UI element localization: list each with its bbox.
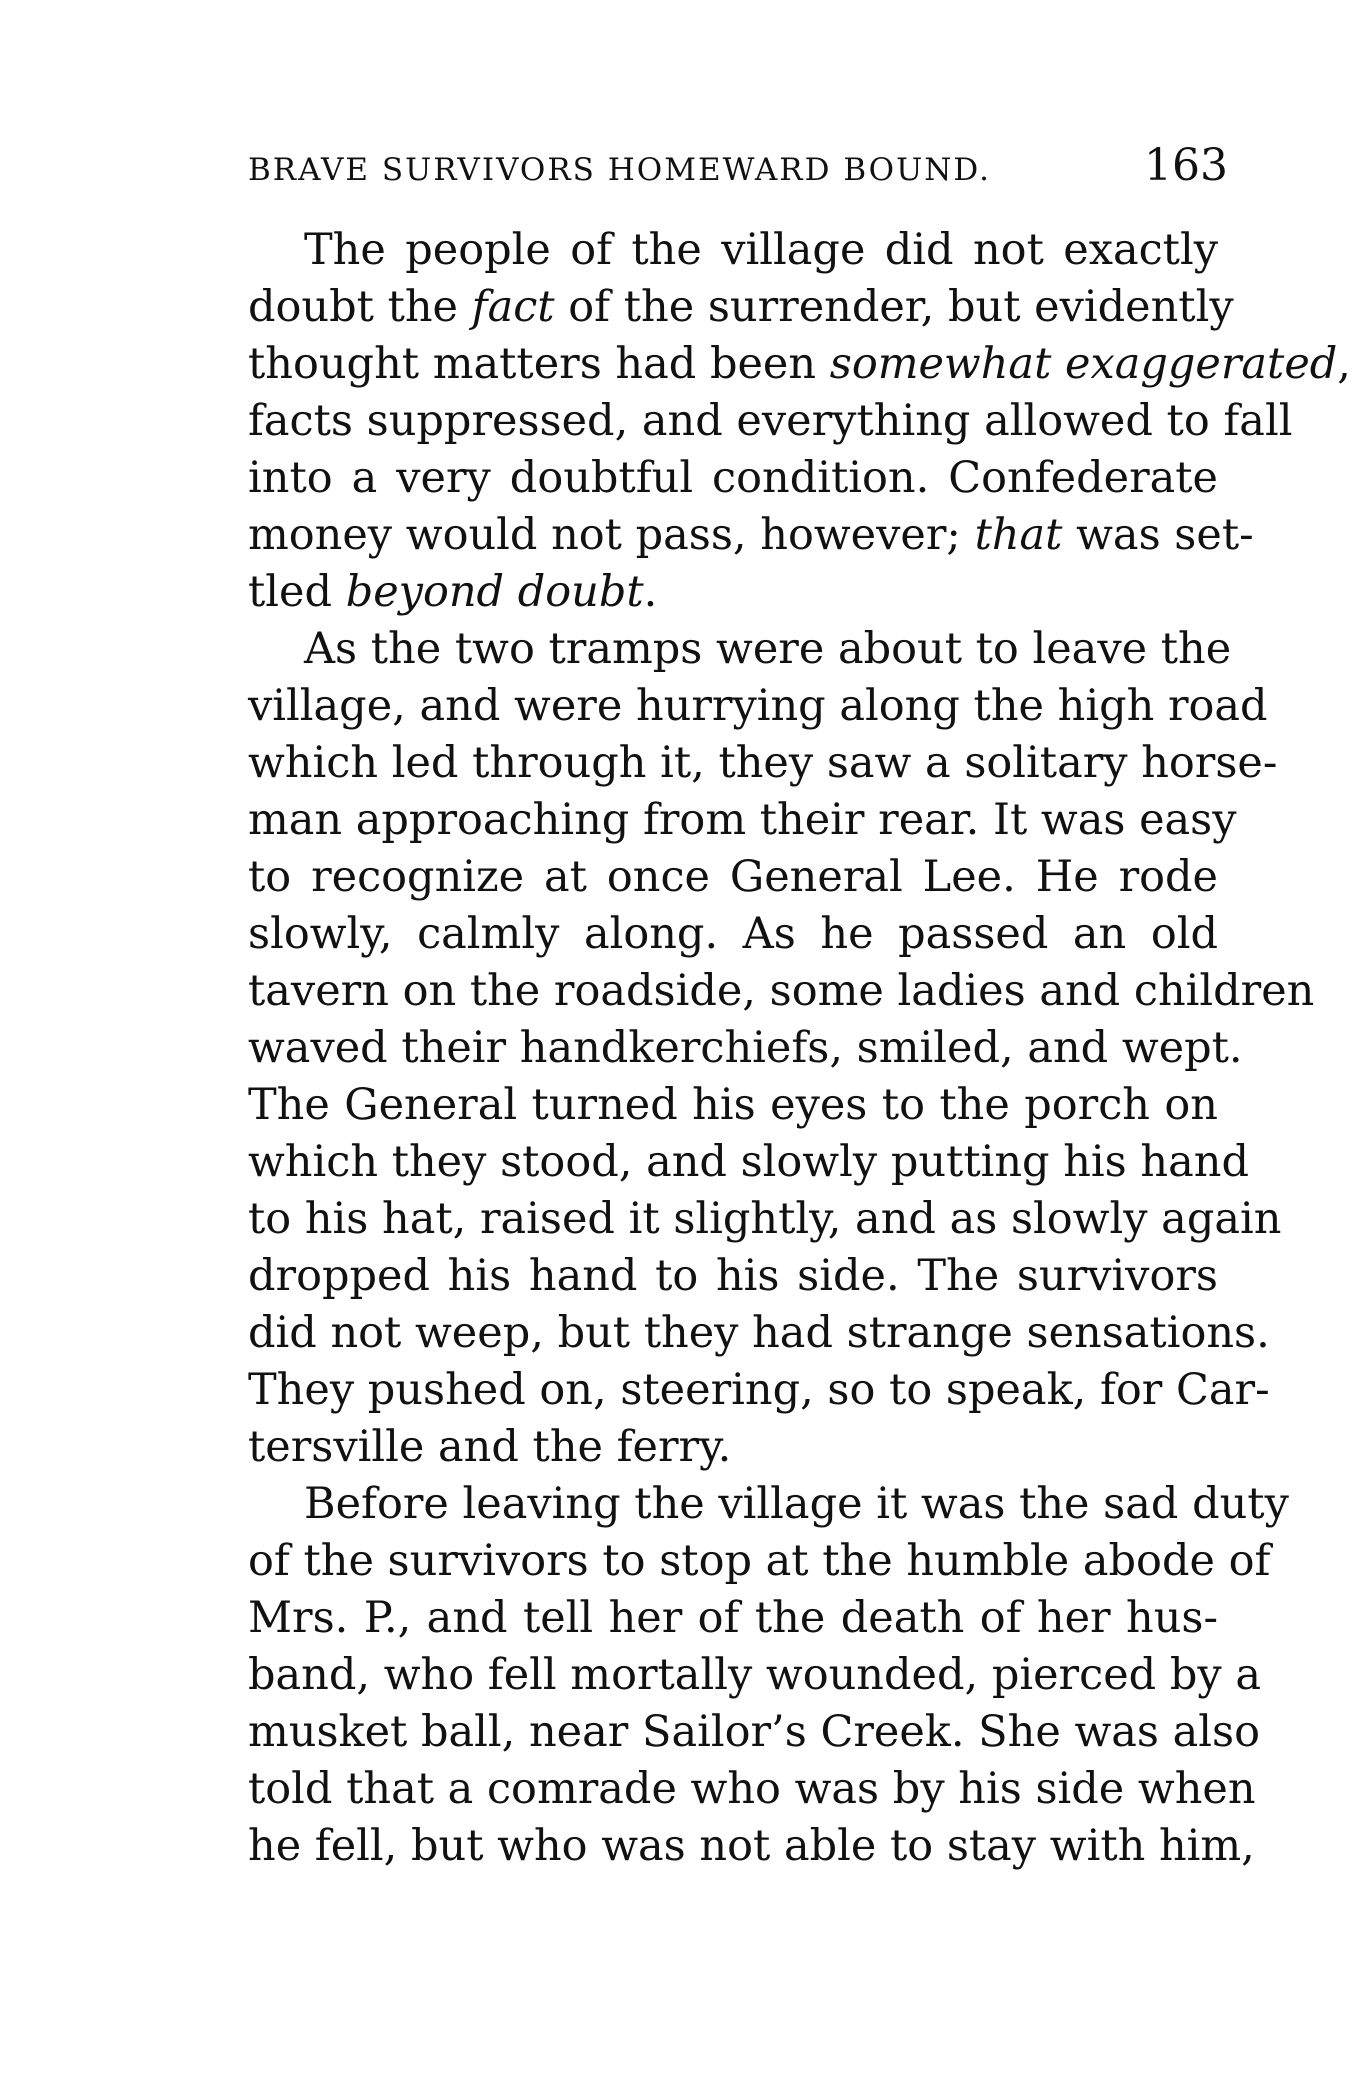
paragraph [248, 621, 1315, 1476]
text-line [248, 906, 1218, 963]
text-segment: tled [248, 567, 346, 617]
text-line [248, 1590, 1218, 1647]
text-line [248, 1020, 1243, 1077]
text-line [248, 792, 1237, 849]
text-line [248, 1077, 1218, 1134]
text-segment: he fell, but who was not able to stay with him, [248, 1821, 1255, 1871]
text-line [248, 279, 1234, 336]
text-line [248, 507, 1254, 564]
text-line [248, 1818, 1255, 1875]
text-segment: As the two tramps were about to leave the [304, 624, 1232, 674]
text-line [248, 735, 1278, 792]
text-line [248, 1761, 1256, 1818]
text-segment: Mrs. P., and tell her of the death of her hus- [248, 1593, 1218, 1643]
text-line [248, 564, 1218, 621]
text-segment: man approaching from their rear. It was easy [248, 795, 1237, 845]
text-segment: slowly, calmly along. As he passed an old [248, 909, 1218, 959]
text-segment: was set- [1062, 510, 1254, 560]
running-title: BRAVE SURVIVORS HOMEWARD BOUND. [248, 152, 991, 188]
text-segment: The General turned his eyes to the porch on [248, 1080, 1218, 1130]
text-segment: Before leaving the village it was the sad duty [304, 1479, 1289, 1529]
text-segment: of the surrender, but evidently [554, 282, 1234, 332]
text-segment: band, who fell mortally wounded, pierced by a [248, 1650, 1261, 1700]
text-segment: , [1337, 339, 1351, 389]
text-segment: tersville and the ferry. [248, 1422, 732, 1472]
italic-text: that [974, 510, 1063, 560]
text-line [248, 1191, 1282, 1248]
italic-text: fact [471, 282, 555, 332]
text-segment: thought matters had been [248, 339, 830, 389]
text-segment: to his hat, raised it slightly, and as slowly again [248, 1194, 1282, 1244]
text-segment: tavern on the roadside, some ladies and children [248, 966, 1315, 1016]
text-segment: which they stood, and slowly putting his hand [248, 1137, 1249, 1187]
text-segment: into a very doubtful condition. Confederate [248, 453, 1218, 503]
text-line [248, 1419, 1218, 1476]
text-segment: . [643, 567, 658, 617]
text-line [248, 849, 1218, 906]
text-line [248, 1362, 1270, 1419]
italic-text: somewhat exaggerated [829, 339, 1338, 389]
italic-text: beyond doubt [345, 567, 644, 617]
text-line [248, 1134, 1249, 1191]
body-text [248, 222, 1351, 1875]
text-segment: dropped his hand to his side. The survivors [248, 1251, 1218, 1301]
paragraph [248, 222, 1351, 621]
text-segment: to recognize at once General Lee. He rode [248, 852, 1218, 902]
text-line [248, 1476, 1289, 1533]
text-segment: The people of the village did not exactly [304, 225, 1218, 275]
page-number: 163 [1144, 140, 1228, 191]
text-segment: money would not pass, however; [248, 510, 975, 560]
text-line [248, 678, 1268, 735]
text-line [248, 393, 1293, 450]
text-line [248, 222, 1218, 279]
text-segment: village, and were hurrying along the high road [248, 681, 1268, 731]
text-segment: did not weep, but they had strange sensations. [248, 1308, 1270, 1358]
text-line [248, 336, 1351, 393]
text-line [248, 1533, 1271, 1590]
running-head [248, 140, 1228, 200]
text-segment: facts suppressed, and everything allowed to fall [248, 396, 1293, 446]
text-segment: which led through it, they saw a solitary horse- [248, 738, 1278, 788]
paragraph [248, 1476, 1289, 1875]
text-line [248, 963, 1315, 1020]
text-segment: They pushed on, steering, so to speak, for Car- [248, 1365, 1270, 1415]
text-segment: told that a comrade who was by his side when [248, 1764, 1256, 1814]
text-line [248, 1647, 1261, 1704]
text-segment: musket ball, near Sailor’s Creek. She was also [248, 1707, 1260, 1757]
text-segment: of the survivors to stop at the humble abode of [248, 1536, 1271, 1586]
text-line [248, 1704, 1260, 1761]
text-line [248, 1305, 1270, 1362]
text-line [248, 1248, 1218, 1305]
text-line [248, 450, 1218, 507]
text-segment: waved their handkerchiefs, smiled, and wept. [248, 1023, 1243, 1073]
text-segment: doubt the [248, 282, 472, 332]
text-line [248, 621, 1232, 678]
